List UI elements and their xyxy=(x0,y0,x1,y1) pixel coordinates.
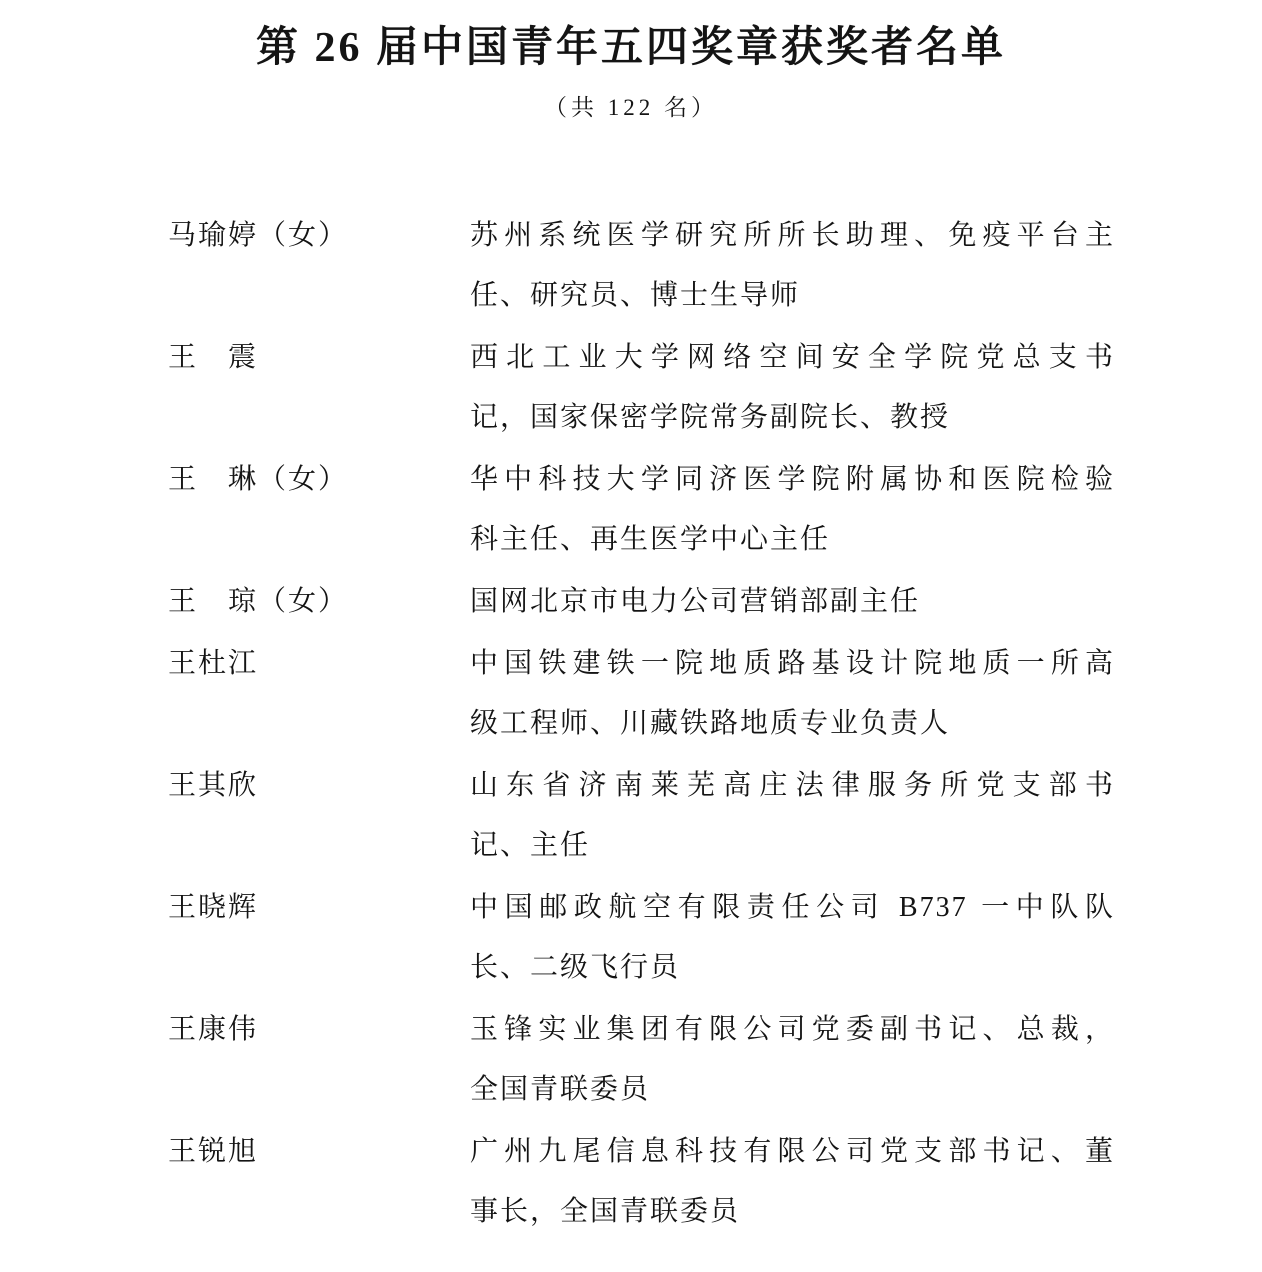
list-item xyxy=(0,572,1262,632)
list-item xyxy=(0,756,1262,876)
awardee-description xyxy=(470,878,1115,998)
list-item xyxy=(0,878,1262,998)
description-line: 长、二级飞行员 xyxy=(470,951,681,983)
awardee-name: 马瑜婷（女） xyxy=(168,219,349,251)
description-line: 广州九尾信息科技有限公司党支部书记、董 xyxy=(470,1135,1115,1167)
awardee-description xyxy=(470,450,1115,570)
awardee-name: 王晓辉 xyxy=(168,891,259,923)
description-line: 记，国家保密学院常务副院长、教授 xyxy=(470,401,951,433)
description-line: 苏州系统医学研究所所长助理、免疫平台主 xyxy=(470,219,1115,251)
awardee-name: 王康伟 xyxy=(168,1013,259,1045)
awardee-name: 王杜江 xyxy=(168,647,259,679)
awardee-name: 王 琳（女） xyxy=(168,463,349,495)
description-line: 西北工业大学网络空间安全学院党总支书 xyxy=(470,341,1115,373)
list-item xyxy=(0,1000,1262,1120)
description-line: 玉锋实业集团有限公司党委副书记、总裁， xyxy=(470,1013,1115,1045)
awardee-description xyxy=(470,206,1115,326)
awardee-name: 王 琼（女） xyxy=(168,585,349,617)
document-subtitle: （共 122 名） xyxy=(544,94,718,120)
description-line: 级工程师、川藏铁路地质专业负责人 xyxy=(470,707,951,739)
document-title: 第 26 届中国青年五四奖章获奖者名单 xyxy=(255,25,1006,71)
awardee-description xyxy=(470,1000,1115,1120)
list-item xyxy=(0,328,1262,448)
awardee-description xyxy=(470,1122,1115,1242)
list-item xyxy=(0,1122,1262,1242)
list-item xyxy=(0,634,1262,754)
awardee-description xyxy=(470,572,1115,632)
awardee-name: 王 震 xyxy=(168,341,259,373)
list-item xyxy=(0,450,1262,570)
awardee-description xyxy=(470,756,1115,876)
awardee-name: 王锐旭 xyxy=(168,1135,259,1167)
awardee-description xyxy=(470,634,1115,754)
description-line: 国网北京市电力公司营销部副主任 xyxy=(470,585,921,617)
description-line: 科主任、再生医学中心主任 xyxy=(470,523,831,555)
awardee-description xyxy=(470,328,1115,448)
description-line: 记、主任 xyxy=(470,829,591,861)
description-line: 华中科技大学同济医学院附属协和医院检验 xyxy=(470,463,1115,495)
description-line: 事长，全国青联委员 xyxy=(470,1195,741,1227)
description-line: 全国青联委员 xyxy=(470,1073,651,1105)
description-line: 任、研究员、博士生导师 xyxy=(470,279,801,311)
awardee-list xyxy=(0,206,1262,1242)
description-line: 山东省济南莱芜高庄法律服务所党支部书 xyxy=(470,769,1115,801)
awardee-name: 王其欣 xyxy=(168,769,259,801)
description-line: 中国铁建铁一院地质路基设计院地质一所高 xyxy=(470,647,1115,679)
list-item xyxy=(0,206,1262,326)
description-line: 中国邮政航空有限责任公司 B737 一中队队 xyxy=(470,891,1115,923)
